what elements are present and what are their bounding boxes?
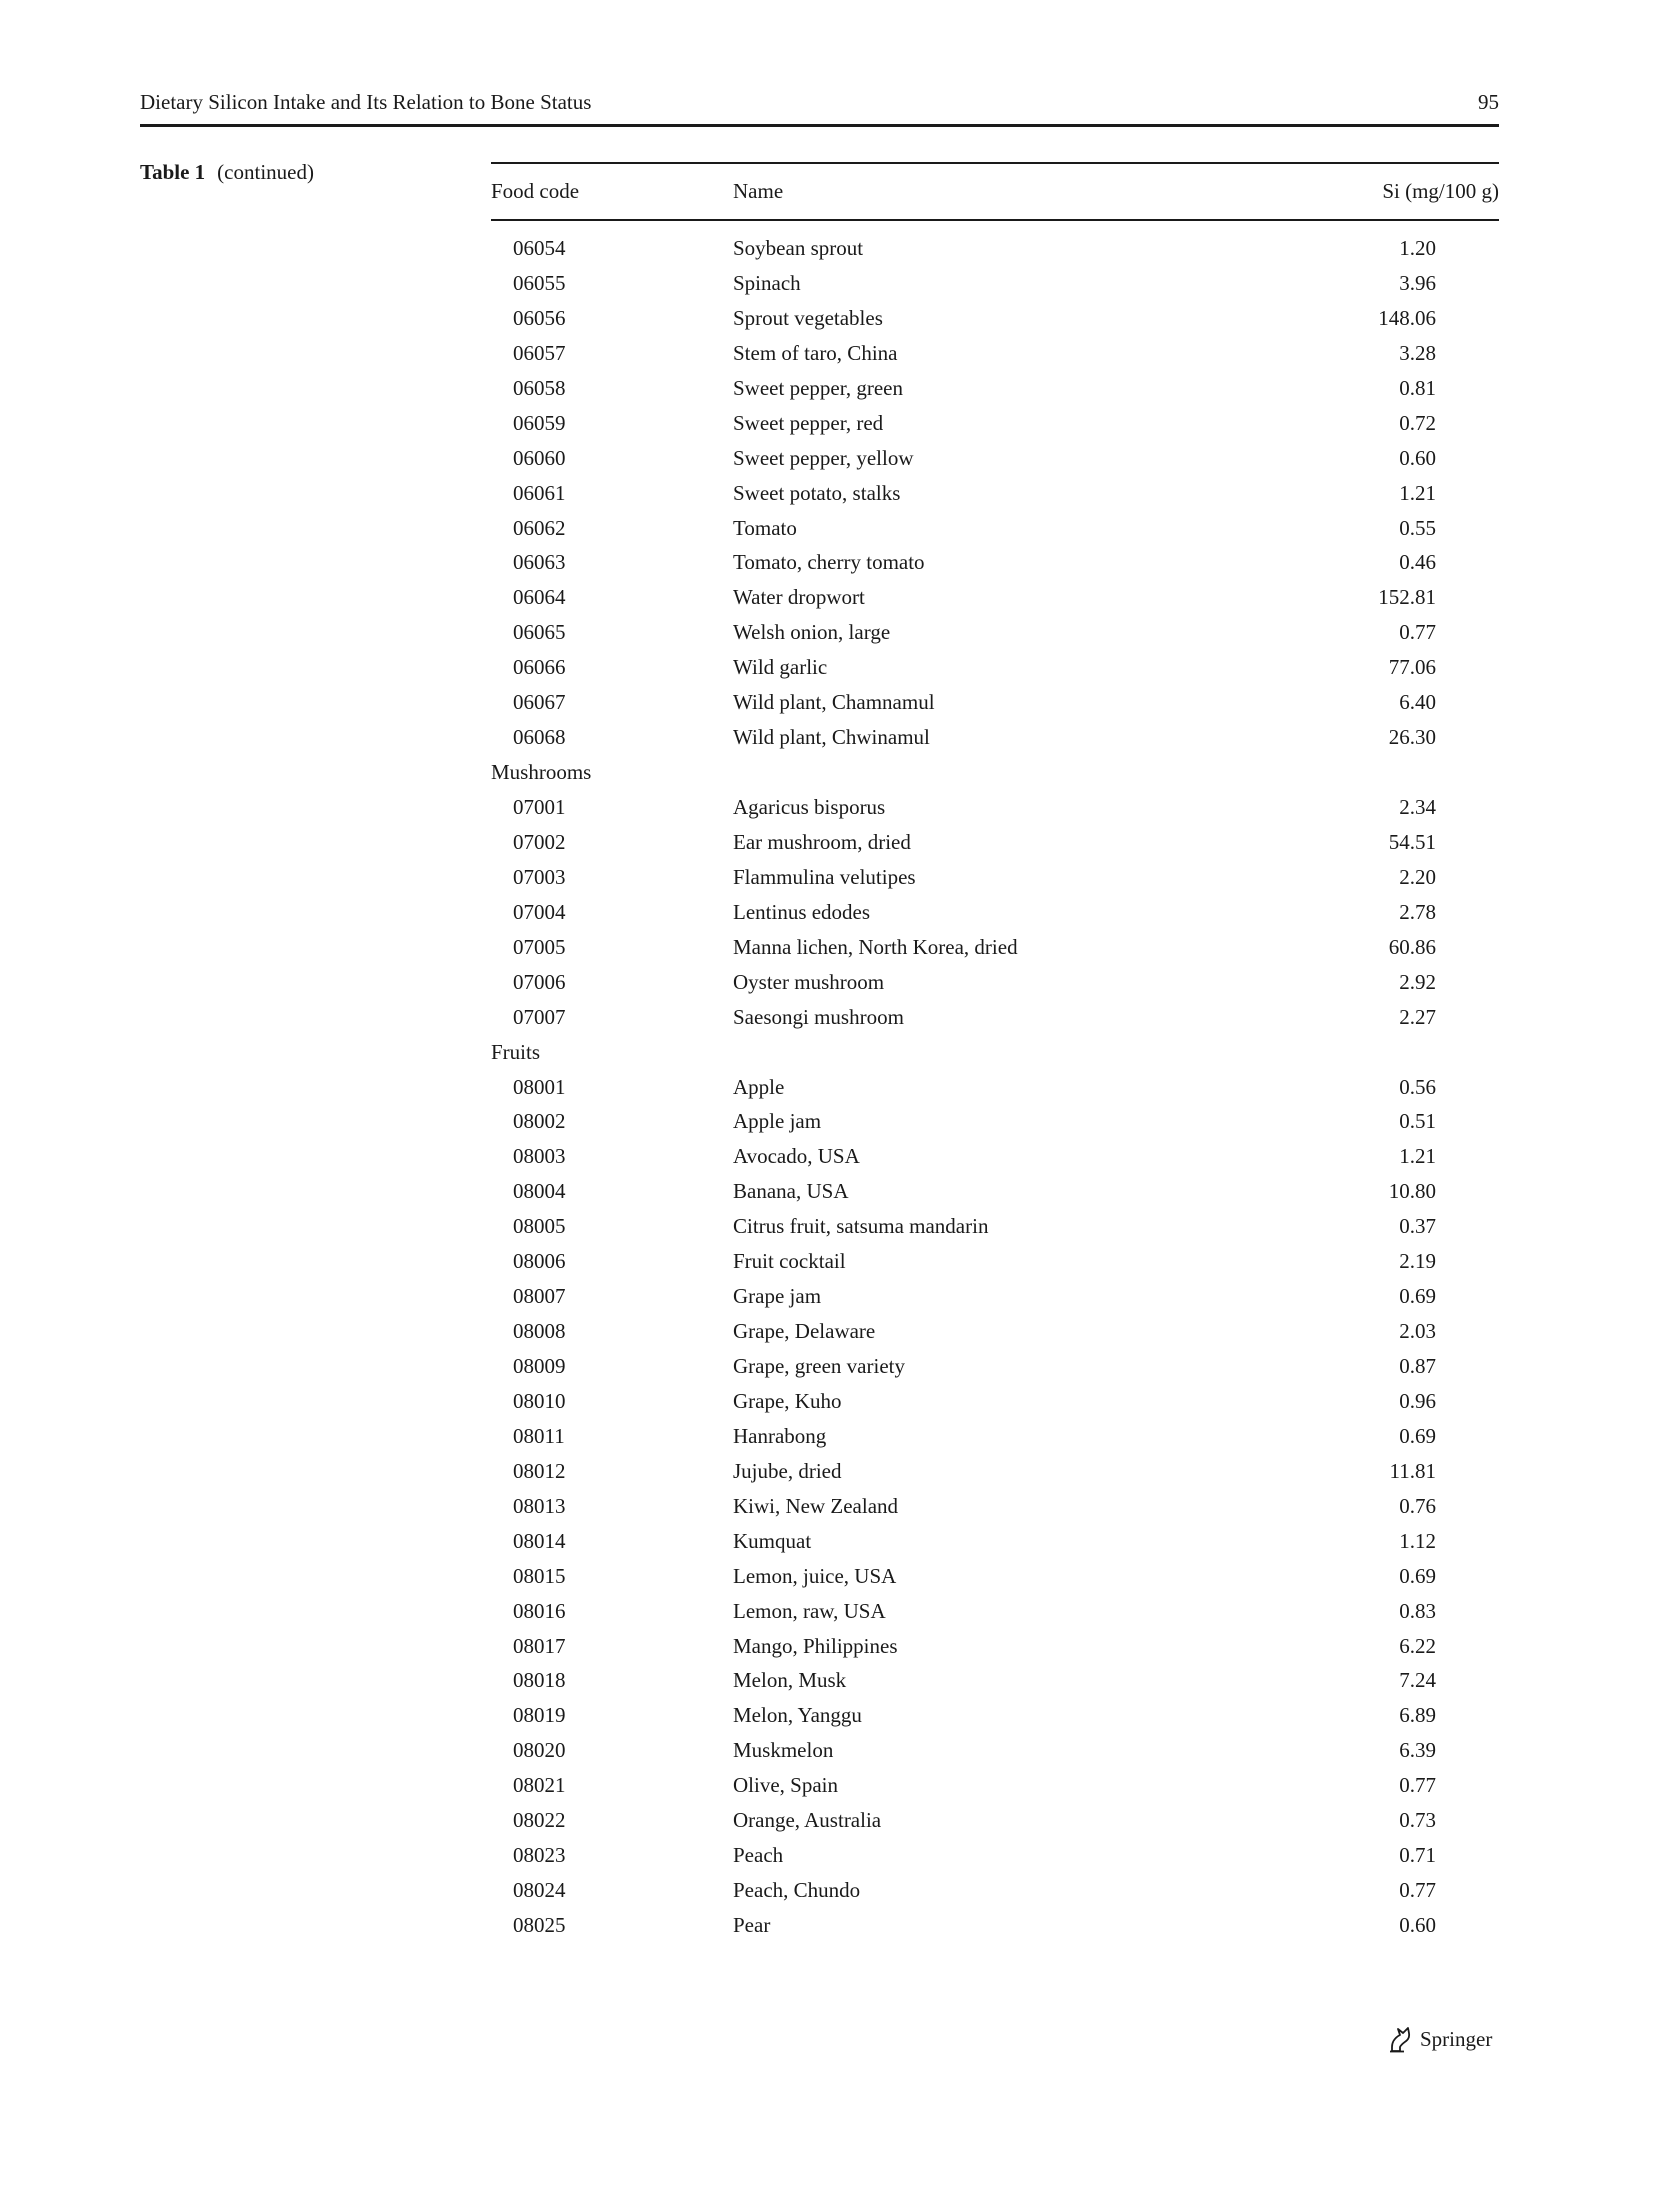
column-header-name: Name xyxy=(733,179,784,203)
food-name-cell: Hanrabong xyxy=(733,1423,827,1448)
table-caption xyxy=(140,158,314,186)
si-value-cell: 0.81 xyxy=(1399,375,1436,400)
food-code-cell: 08024 xyxy=(513,1878,566,1903)
food-code-cell: 06062 xyxy=(513,515,566,540)
table-row xyxy=(491,476,1499,511)
table-body xyxy=(491,221,1499,1943)
page-number: 95 xyxy=(1478,90,1499,114)
table-row xyxy=(491,1174,1499,1209)
food-code-cell: 08007 xyxy=(513,1284,566,1309)
food-code-cell: 08019 xyxy=(513,1703,566,1728)
table-row xyxy=(491,720,1499,755)
table-caption-note: (continued) xyxy=(217,160,314,184)
si-value-cell: 0.37 xyxy=(1399,1214,1436,1239)
table-row xyxy=(491,511,1499,546)
table-row xyxy=(491,1908,1499,1943)
table-row xyxy=(491,1384,1499,1419)
si-value-cell: 1.21 xyxy=(1399,480,1436,505)
food-name-cell: Muskmelon xyxy=(733,1738,834,1763)
food-name-cell: Ear mushroom, dried xyxy=(733,829,911,854)
food-code-cell: 07005 xyxy=(513,934,566,959)
food-code-cell: 08015 xyxy=(513,1563,566,1588)
food-name-cell: Lemon, juice, USA xyxy=(733,1563,897,1588)
si-value-cell: 0.77 xyxy=(1399,620,1436,645)
table-row xyxy=(491,685,1499,720)
food-code-cell: 06066 xyxy=(513,655,566,680)
food-name-cell: Grape, green variety xyxy=(733,1354,905,1378)
group-label: Mushrooms xyxy=(491,760,592,785)
table-row xyxy=(491,1139,1499,1174)
food-name-cell: Banana, USA xyxy=(733,1179,849,1204)
food-code-cell: 07007 xyxy=(513,1004,566,1029)
food-name-cell: Orange, Australia xyxy=(733,1808,882,1833)
food-code-cell: 08025 xyxy=(513,1913,566,1937)
food-name-cell: Sprout vegetables xyxy=(733,305,883,330)
si-value-cell: 6.39 xyxy=(1399,1738,1436,1763)
table-row xyxy=(491,650,1499,685)
food-code-cell: 07003 xyxy=(513,864,566,889)
si-value-cell: 0.87 xyxy=(1399,1354,1436,1378)
publisher-name: Springer xyxy=(1420,2027,1493,2051)
table-row xyxy=(491,1803,1499,1838)
food-name-cell: Sweet pepper, red xyxy=(733,410,884,435)
food-name-cell: Lemon, raw, USA xyxy=(733,1598,886,1623)
food-name-cell: Wild garlic xyxy=(733,655,828,680)
group-label: Fruits xyxy=(491,1039,541,1064)
food-code-cell: 08023 xyxy=(513,1843,566,1868)
food-code-cell: 06067 xyxy=(513,690,566,715)
food-name-cell: Sweet potato, stalks xyxy=(733,480,901,505)
column-header-food-code: Food code xyxy=(491,179,580,203)
food-code-cell: 08022 xyxy=(513,1808,566,1833)
table-row xyxy=(491,1698,1499,1733)
si-value-cell: 10.80 xyxy=(1388,1179,1436,1204)
table-row xyxy=(491,1873,1499,1908)
table-row xyxy=(491,965,1499,1000)
running-title: Dietary Silicon Intake and Its Relation to Bone Status xyxy=(140,90,592,114)
table-row xyxy=(491,1594,1499,1629)
table-row xyxy=(491,1559,1499,1594)
si-value-cell: 152.81 xyxy=(1378,585,1436,610)
table-row xyxy=(491,790,1499,825)
food-name-cell: Saesongi mushroom xyxy=(733,1004,904,1029)
table-row xyxy=(491,1524,1499,1559)
si-value-cell: 2.19 xyxy=(1399,1249,1436,1274)
food-code-cell: 06068 xyxy=(513,725,566,750)
si-value-cell: 0.77 xyxy=(1399,1773,1436,1798)
food-name-cell: Sweet pepper, green xyxy=(733,375,903,400)
food-name-cell: Lentinus edodes xyxy=(733,899,871,924)
table-row xyxy=(491,1244,1499,1279)
si-value-cell: 1.21 xyxy=(1399,1144,1436,1169)
food-code-cell: 06054 xyxy=(513,236,566,260)
food-code-cell: 08011 xyxy=(513,1423,565,1448)
table-row xyxy=(491,1209,1499,1244)
food-name-cell: Apple jam xyxy=(733,1109,822,1134)
si-value-cell: 54.51 xyxy=(1388,829,1436,854)
table-row xyxy=(491,860,1499,895)
food-code-cell: 08006 xyxy=(513,1249,566,1274)
food-name-cell: Grape, Kuho xyxy=(733,1388,842,1413)
food-code-cell: 06055 xyxy=(513,270,566,295)
food-name-cell: Mango, Philippines xyxy=(733,1633,898,1658)
si-value-cell: 3.28 xyxy=(1399,340,1436,365)
si-value-cell: 0.56 xyxy=(1399,1074,1436,1099)
food-name-cell: Wild plant, Chamnamul xyxy=(733,690,935,715)
si-value-cell: 0.72 xyxy=(1399,410,1436,435)
si-value-cell: 2.03 xyxy=(1399,1319,1436,1344)
si-value-cell: 0.69 xyxy=(1399,1423,1436,1448)
si-value-cell: 0.96 xyxy=(1399,1388,1436,1413)
food-name-cell: Soybean sprout xyxy=(733,236,864,260)
food-name-cell: Melon, Yanggu xyxy=(733,1703,862,1728)
si-value-cell: 0.60 xyxy=(1399,445,1436,470)
food-code-cell: 08003 xyxy=(513,1144,566,1169)
springer-horse-icon xyxy=(1388,2025,1414,2053)
si-value-cell: 0.73 xyxy=(1399,1808,1436,1833)
food-code-cell: 08010 xyxy=(513,1388,566,1413)
table-row xyxy=(491,580,1499,615)
si-value-cell: 0.51 xyxy=(1399,1109,1436,1134)
table-group-row xyxy=(491,755,1499,790)
food-code-cell: 08008 xyxy=(513,1319,566,1344)
table-row xyxy=(491,1419,1499,1454)
table-row xyxy=(491,1768,1499,1803)
si-value-cell: 0.60 xyxy=(1399,1913,1436,1937)
table-row xyxy=(491,895,1499,930)
si-value-cell: 77.06 xyxy=(1388,655,1436,680)
si-value-cell: 6.22 xyxy=(1399,1633,1436,1658)
table-row xyxy=(491,930,1499,965)
data-table xyxy=(491,162,1499,1943)
food-code-cell: 08004 xyxy=(513,1179,566,1204)
table-row xyxy=(491,1070,1499,1105)
si-value-cell: 2.27 xyxy=(1399,1004,1436,1029)
si-value-cell: 0.69 xyxy=(1399,1563,1436,1588)
food-code-cell: 06059 xyxy=(513,410,566,435)
si-value-cell: 1.12 xyxy=(1399,1528,1436,1553)
food-code-cell: 07006 xyxy=(513,969,566,994)
food-name-cell: Melon, Musk xyxy=(733,1668,847,1693)
table-row xyxy=(491,1349,1499,1384)
food-code-cell: 06065 xyxy=(513,620,566,645)
table-label: Table 1 xyxy=(140,160,206,184)
table-row xyxy=(491,406,1499,441)
si-value-cell: 26.30 xyxy=(1388,725,1436,750)
si-value-cell: 148.06 xyxy=(1378,305,1436,330)
food-name-cell: Citrus fruit, satsuma mandarin xyxy=(733,1214,989,1239)
food-name-cell: Flammulina velutipes xyxy=(733,864,916,889)
table-row xyxy=(491,231,1499,266)
si-value-cell: 0.69 xyxy=(1399,1284,1436,1309)
food-name-cell: Grape jam xyxy=(733,1284,822,1309)
table-row xyxy=(491,441,1499,476)
food-name-cell: Kiwi, New Zealand xyxy=(733,1493,899,1518)
food-name-cell: Agaricus bisporus xyxy=(733,795,886,819)
column-header-si: Si (mg/100 g) xyxy=(1382,179,1499,203)
food-code-cell: 06061 xyxy=(513,480,566,505)
food-name-cell: Olive, Spain xyxy=(733,1773,838,1798)
table-row xyxy=(491,266,1499,301)
table-row xyxy=(491,1629,1499,1664)
si-value-cell: 6.40 xyxy=(1399,690,1436,715)
food-name-cell: Fruit cocktail xyxy=(733,1249,846,1274)
food-name-cell: Pear xyxy=(733,1913,771,1937)
table-row xyxy=(491,1838,1499,1873)
publisher-logo xyxy=(1388,2021,1492,2057)
food-name-cell: Tomato, cherry tomato xyxy=(733,550,925,575)
food-code-cell: 08021 xyxy=(513,1773,566,1798)
food-code-cell: 08017 xyxy=(513,1633,566,1658)
si-value-cell: 0.55 xyxy=(1399,515,1436,540)
food-code-cell: 08016 xyxy=(513,1598,566,1623)
food-code-cell: 08018 xyxy=(513,1668,566,1693)
food-name-cell: Oyster mushroom xyxy=(733,969,885,994)
table-row xyxy=(491,545,1499,580)
food-code-cell: 06060 xyxy=(513,445,566,470)
table-row xyxy=(491,1663,1499,1698)
food-name-cell: Spinach xyxy=(733,270,801,295)
running-head xyxy=(140,86,1499,127)
si-value-cell: 3.96 xyxy=(1399,270,1436,295)
si-value-cell: 0.77 xyxy=(1399,1878,1436,1903)
food-name-cell: Peach, Chundo xyxy=(733,1878,861,1903)
si-value-cell: 2.20 xyxy=(1399,864,1436,889)
food-name-cell: Welsh onion, large xyxy=(733,620,891,645)
si-value-cell: 60.86 xyxy=(1388,934,1436,959)
food-name-cell: Kumquat xyxy=(733,1528,812,1553)
food-name-cell: Water dropwort xyxy=(733,585,865,610)
table-row xyxy=(491,1454,1499,1489)
food-code-cell: 06064 xyxy=(513,585,566,610)
table-row xyxy=(491,1279,1499,1314)
food-name-cell: Peach xyxy=(733,1843,784,1868)
table-header xyxy=(491,164,1499,219)
si-value-cell: 0.71 xyxy=(1399,1843,1436,1868)
table-row xyxy=(491,336,1499,371)
food-name-cell: Apple xyxy=(733,1074,785,1099)
si-value-cell: 2.92 xyxy=(1399,969,1436,994)
table-row xyxy=(491,1489,1499,1524)
table-row xyxy=(491,1000,1499,1035)
si-value-cell: 6.89 xyxy=(1399,1703,1436,1728)
food-name-cell: Jujube, dried xyxy=(733,1458,842,1483)
food-code-cell: 08005 xyxy=(513,1214,566,1239)
si-value-cell: 0.76 xyxy=(1399,1493,1436,1518)
food-code-cell: 08013 xyxy=(513,1493,566,1518)
food-code-cell: 06057 xyxy=(513,340,566,365)
si-value-cell: 0.46 xyxy=(1399,550,1436,575)
table-row xyxy=(491,1314,1499,1349)
table-row xyxy=(491,1104,1499,1139)
food-code-cell: 08014 xyxy=(513,1528,566,1553)
food-name-cell: Sweet pepper, yellow xyxy=(733,445,914,470)
table-row xyxy=(491,301,1499,336)
table-group-row xyxy=(491,1035,1499,1070)
si-value-cell: 11.81 xyxy=(1389,1458,1436,1483)
food-name-cell: Avocado, USA xyxy=(733,1144,860,1169)
food-code-cell: 06058 xyxy=(513,375,566,400)
si-value-cell: 7.24 xyxy=(1399,1668,1436,1693)
food-code-cell: 07001 xyxy=(513,795,566,819)
food-code-cell: 08001 xyxy=(513,1074,566,1099)
table-row xyxy=(491,825,1499,860)
si-value-cell: 0.83 xyxy=(1399,1598,1436,1623)
food-code-cell: 06063 xyxy=(513,550,566,575)
food-code-cell: 08009 xyxy=(513,1354,566,1378)
food-name-cell: Manna lichen, North Korea, dried xyxy=(733,934,1018,959)
food-code-cell: 06056 xyxy=(513,305,566,330)
table-row xyxy=(491,615,1499,650)
food-name-cell: Stem of taro, China xyxy=(733,340,898,365)
food-name-cell: Tomato xyxy=(733,515,797,540)
table-row xyxy=(491,371,1499,406)
si-value-cell: 1.20 xyxy=(1399,236,1436,260)
food-name-cell: Wild plant, Chwinamul xyxy=(733,725,930,750)
food-code-cell: 07002 xyxy=(513,829,566,854)
food-name-cell: Grape, Delaware xyxy=(733,1319,876,1344)
food-code-cell: 08020 xyxy=(513,1738,566,1763)
food-code-cell: 08002 xyxy=(513,1109,566,1134)
food-code-cell: 07004 xyxy=(513,899,566,924)
si-value-cell: 2.78 xyxy=(1399,899,1436,924)
si-value-cell: 2.34 xyxy=(1399,795,1436,819)
table-row xyxy=(491,1733,1499,1768)
food-code-cell: 08012 xyxy=(513,1458,566,1483)
